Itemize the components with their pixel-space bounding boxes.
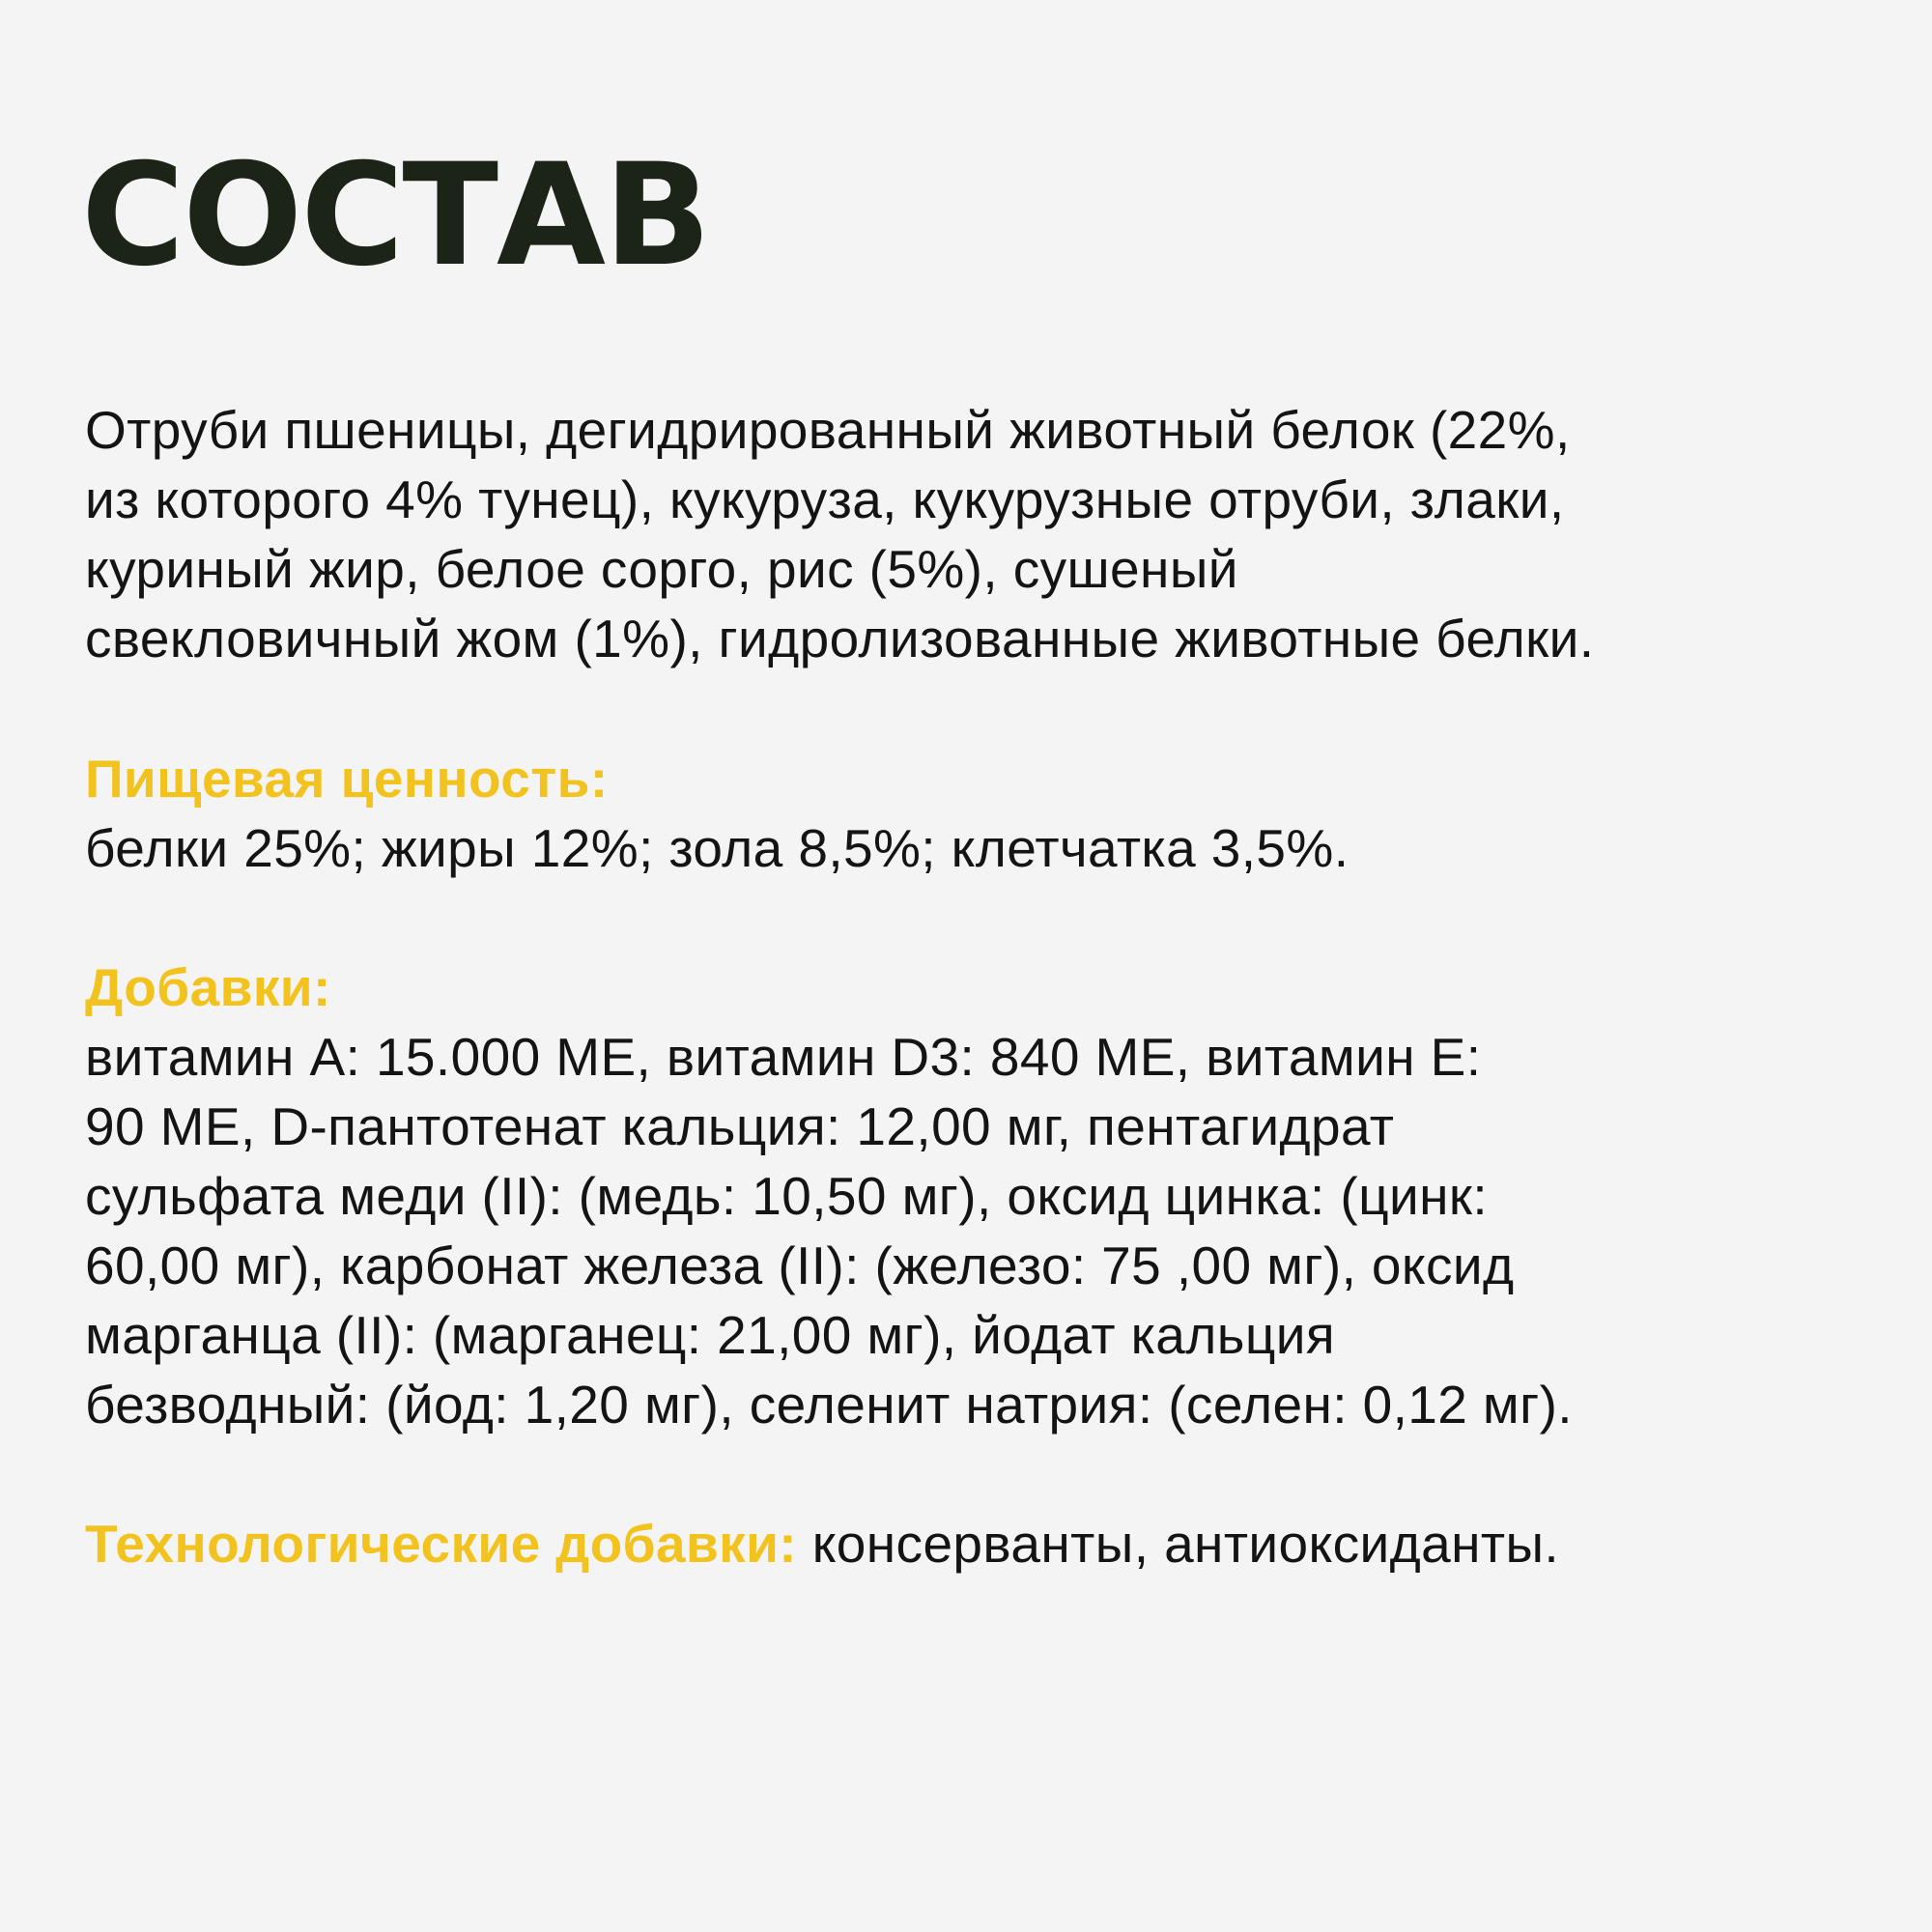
page-title: СОСТАВ — [81, 133, 710, 298]
nutrition-section — [85, 744, 1862, 883]
technological-additives-value: консерванты, антиоксиданты. — [811, 1514, 1560, 1574]
nutrition-values: белки 25%; жиры 12%; зола 8,5%; клетчатка 3,5%. — [85, 818, 1350, 878]
additives-list: витамин А: 15.000 МЕ, витамин D3: 840 МЕ, витамин Е: 90 МЕ, D-пантотенат кальция: 12,00 мг, пентагидрат сульфата меди (II): (медь: 10,50 мг), оксид цинка: (цинк: 60,00 мг), карбонат железа (II): (железо: 75 ,00 мг), оксид марганца (II): (марганец: 21,00 мг), йодат кальция безводный: (йод: 1,20 мг), селенит натрия: (селен: 0,12 мг). — [85, 1027, 1573, 1435]
additives-section — [85, 952, 1862, 1439]
technological-additives — [85, 1509, 1862, 1578]
technological-additives-label: Технологические добавки: — [85, 1514, 798, 1574]
additives-heading: Добавки: — [85, 957, 331, 1017]
nutrition-heading: Пищевая ценность: — [85, 749, 609, 809]
composition-text: Отруби пшеницы, дегидрированный животный белок (22%, из которого 4% тунец), кукуруза, кукурузные отруби, злаки, куриный жир, белое сорго, рис (5%), сушеный свекловичный жом (1%), гидролизованные животные белки. — [85, 400, 1595, 668]
